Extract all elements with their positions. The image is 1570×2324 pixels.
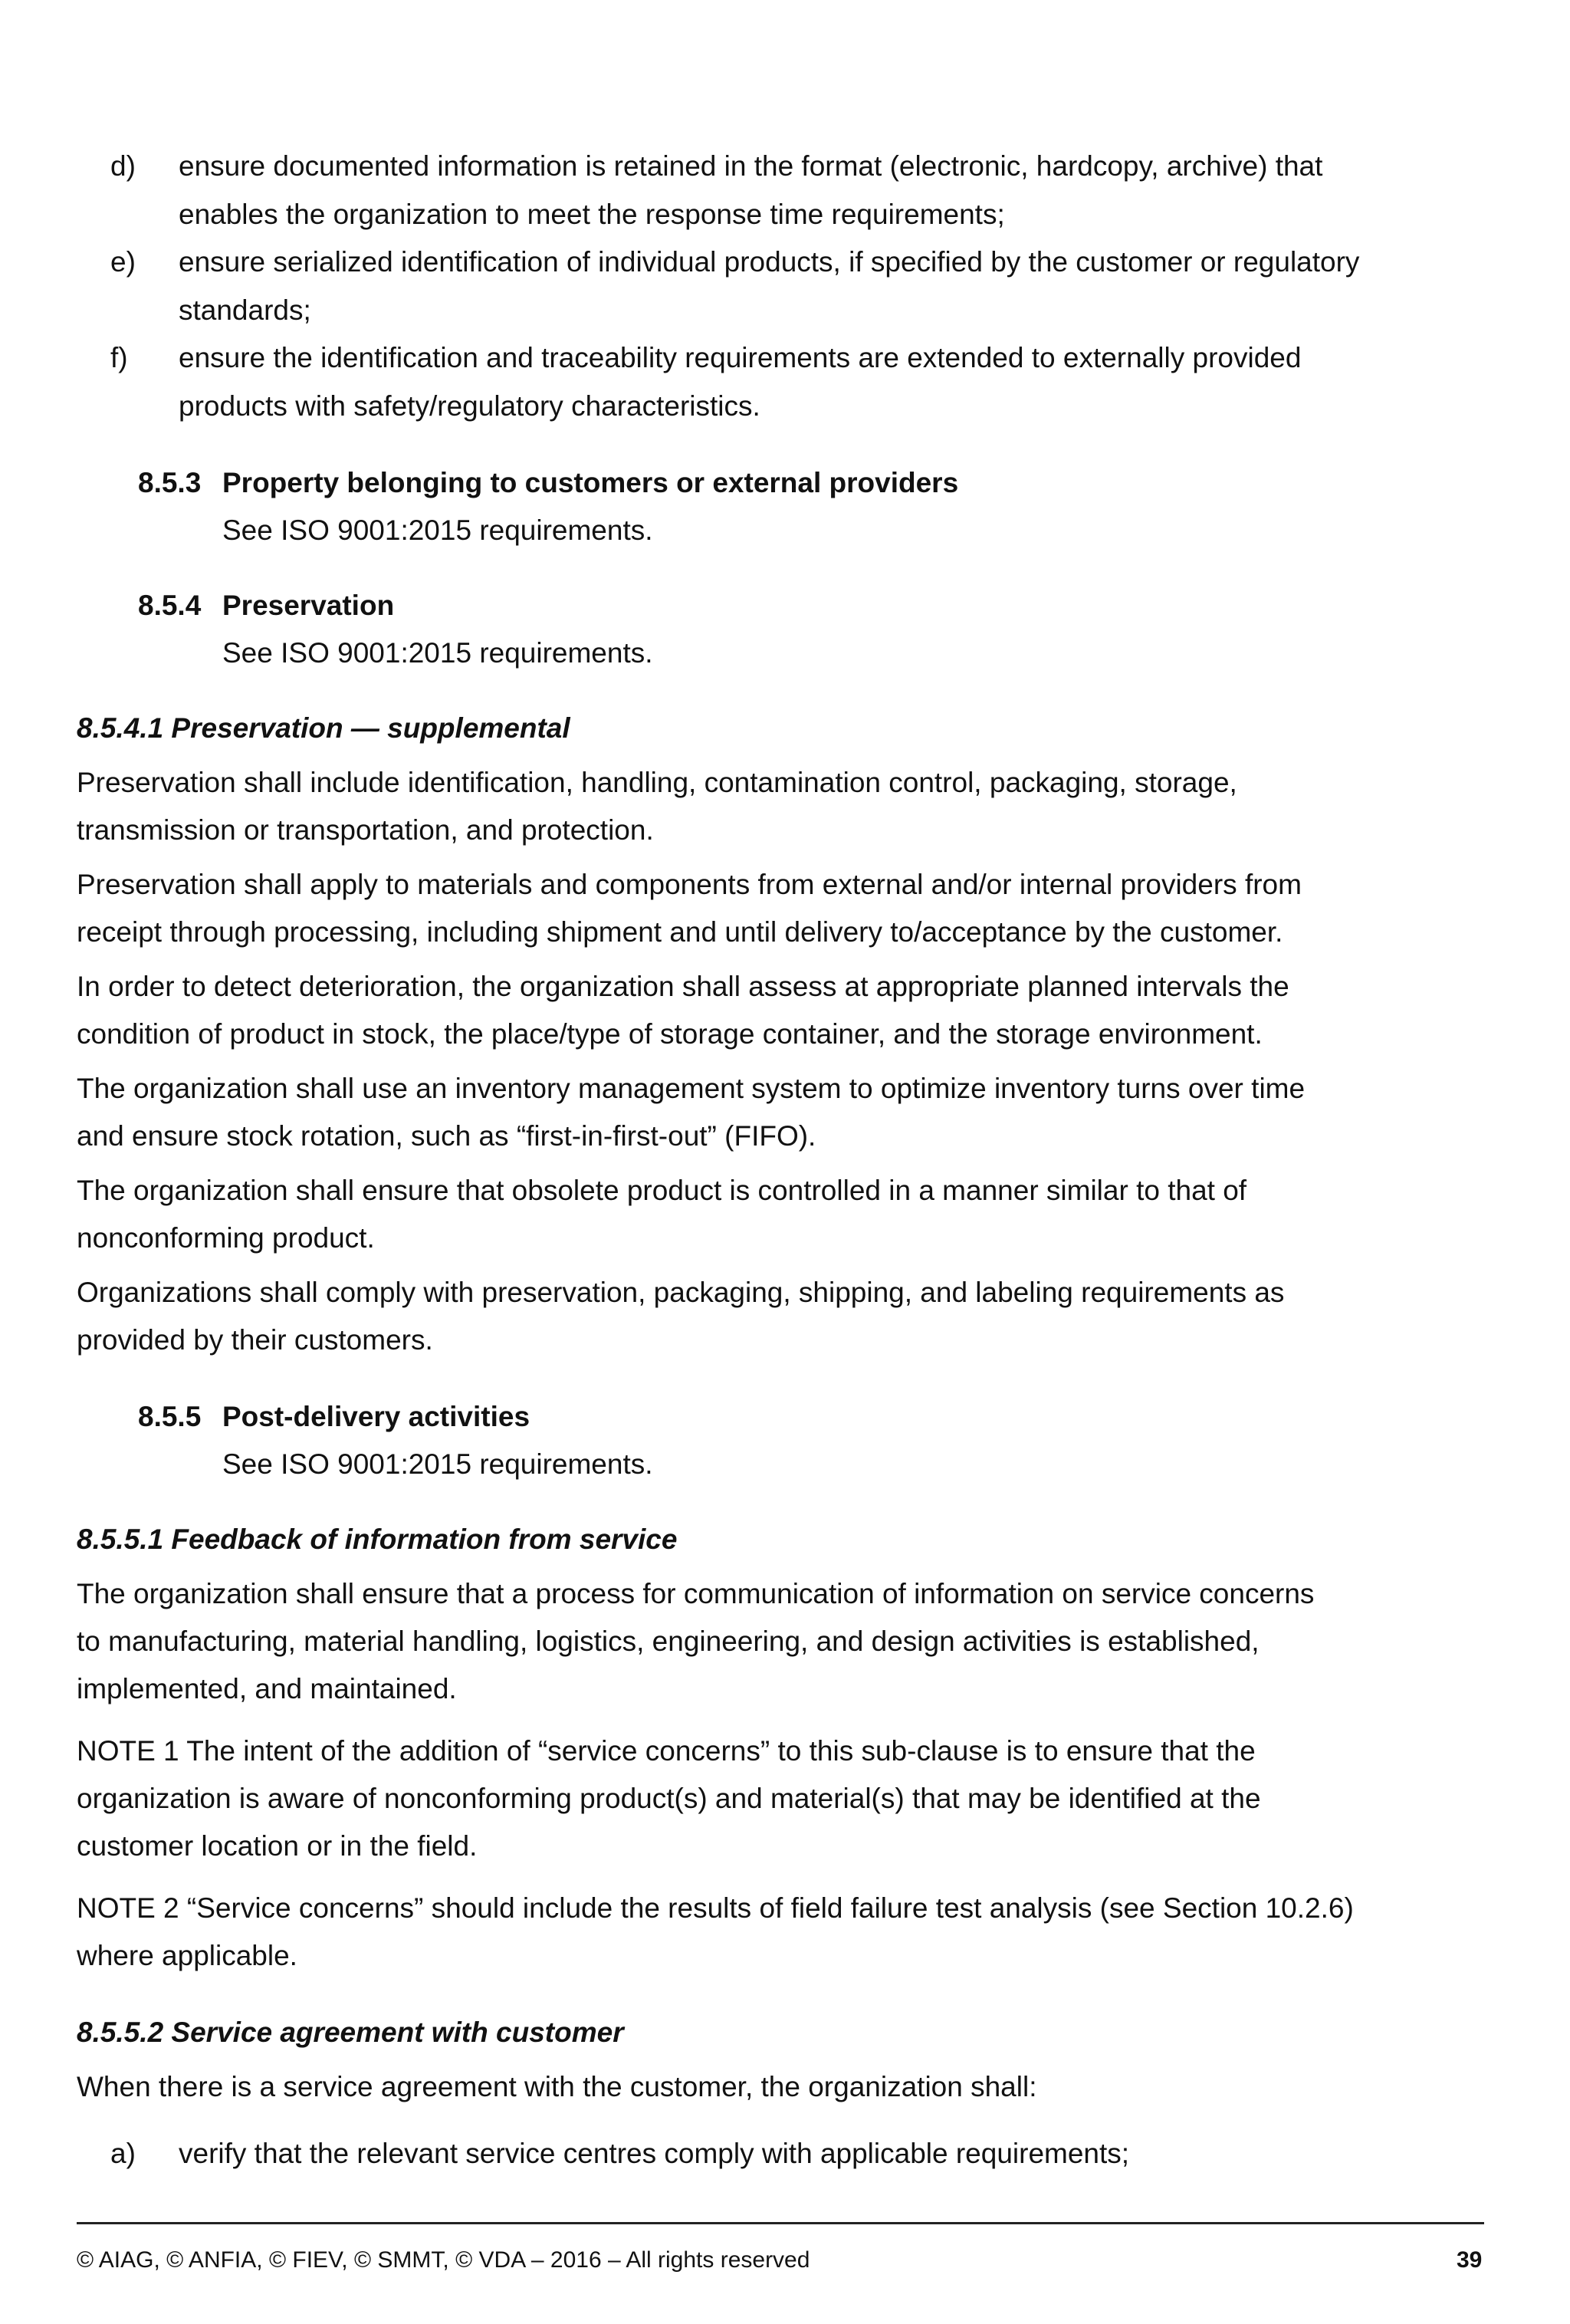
section-title: Preservation [222, 590, 395, 621]
subsection-heading: 8.5.4.1 Preservation — supplemental [77, 712, 570, 744]
list-text: ensure the identification and traceability requirements are extended to externally provided [179, 342, 1302, 373]
list-text: ensure serialized identification of individual products, if specified by the customer or regulatory [179, 246, 1360, 278]
section-title: Post-delivery activities [222, 1401, 530, 1432]
footer-copyright: © AIAG, © ANFIA, © FIEV, © SMMT, © VDA – 2016 – All rights reserved [77, 2247, 810, 2273]
paragraph-line: implemented, and maintained. [77, 1673, 457, 1704]
list-text: ensure documented information is retained in the format (electronic, hardcopy, archive) that [179, 150, 1323, 182]
page-number: 39 [1457, 2247, 1483, 2273]
list-label: e) [110, 246, 136, 278]
list-text: enables the organization to meet the response time requirements; [179, 199, 1005, 230]
paragraph-line: Preservation shall include identification, handling, contamination control, packaging, storage, [77, 767, 1237, 798]
note-line: where applicable. [77, 1940, 297, 1971]
paragraph-line: provided by their customers. [77, 1324, 433, 1356]
note-line: customer location or in the field. [77, 1830, 478, 1862]
subsection-heading: 8.5.5.1 Feedback of information from service [77, 1524, 678, 1555]
paragraph-line: nonconforming product. [77, 1222, 375, 1254]
list-label: f) [110, 342, 128, 373]
paragraph-line: The organization shall ensure that obsolete product is controlled in a manner similar to that of [77, 1175, 1247, 1206]
list-label: a) [110, 2138, 136, 2169]
note-line: NOTE 1 The intent of the addition of “service concerns” to this sub-clause is to ensure that the [77, 1735, 1256, 1767]
section-body: See ISO 9001:2015 requirements. [222, 1448, 653, 1480]
list-text: standards; [179, 294, 311, 326]
paragraph-line: condition of product in stock, the place/type of storage container, and the storage environment. [77, 1018, 1263, 1050]
paragraph-line: receipt through processing, including shipment and until delivery to/acceptance by the customer. [77, 916, 1283, 948]
paragraph-line: transmission or transportation, and protection. [77, 814, 654, 846]
section-title: Property belonging to customers or external providers [222, 467, 959, 498]
subsection-heading: 8.5.5.2 Service agreement with customer [77, 2017, 624, 2048]
paragraph-line: and ensure stock rotation, such as “first-in-first-out” (FIFO). [77, 1120, 816, 1152]
section-number: 8.5.4 [138, 590, 202, 621]
footer-rule [77, 2222, 1484, 2224]
list-text: products with safety/regulatory characteristics. [179, 390, 760, 422]
section-number: 8.5.3 [138, 467, 202, 498]
section-body: See ISO 9001:2015 requirements. [222, 637, 653, 669]
list-text: verify that the relevant service centres comply with applicable requirements; [179, 2138, 1130, 2169]
paragraph-line: In order to detect deterioration, the organization shall assess at appropriate planned intervals the [77, 971, 1289, 1002]
paragraph-line: Preservation shall apply to materials and components from external and/or internal providers from [77, 869, 1302, 900]
paragraph-line: Organizations shall comply with preservation, packaging, shipping, and labeling requirements as [77, 1277, 1285, 1308]
note-line: NOTE 2 “Service concerns” should include the results of field failure test analysis (see Section 10.2.6) [77, 1892, 1354, 1924]
list-label: d) [110, 150, 136, 182]
paragraph-line: When there is a service agreement with the customer, the organization shall: [77, 2071, 1037, 2102]
section-body: See ISO 9001:2015 requirements. [222, 514, 653, 546]
note-line: organization is aware of nonconforming product(s) and material(s) that may be identified at the [77, 1783, 1261, 1814]
paragraph-line: The organization shall use an inventory management system to optimize inventory turns over time [77, 1073, 1306, 1104]
paragraph-line: The organization shall ensure that a process for communication of information on service concerns [77, 1578, 1315, 1609]
section-number: 8.5.5 [138, 1401, 202, 1432]
paragraph-line: to manufacturing, material handling, logistics, engineering, and design activities is established, [77, 1625, 1260, 1657]
